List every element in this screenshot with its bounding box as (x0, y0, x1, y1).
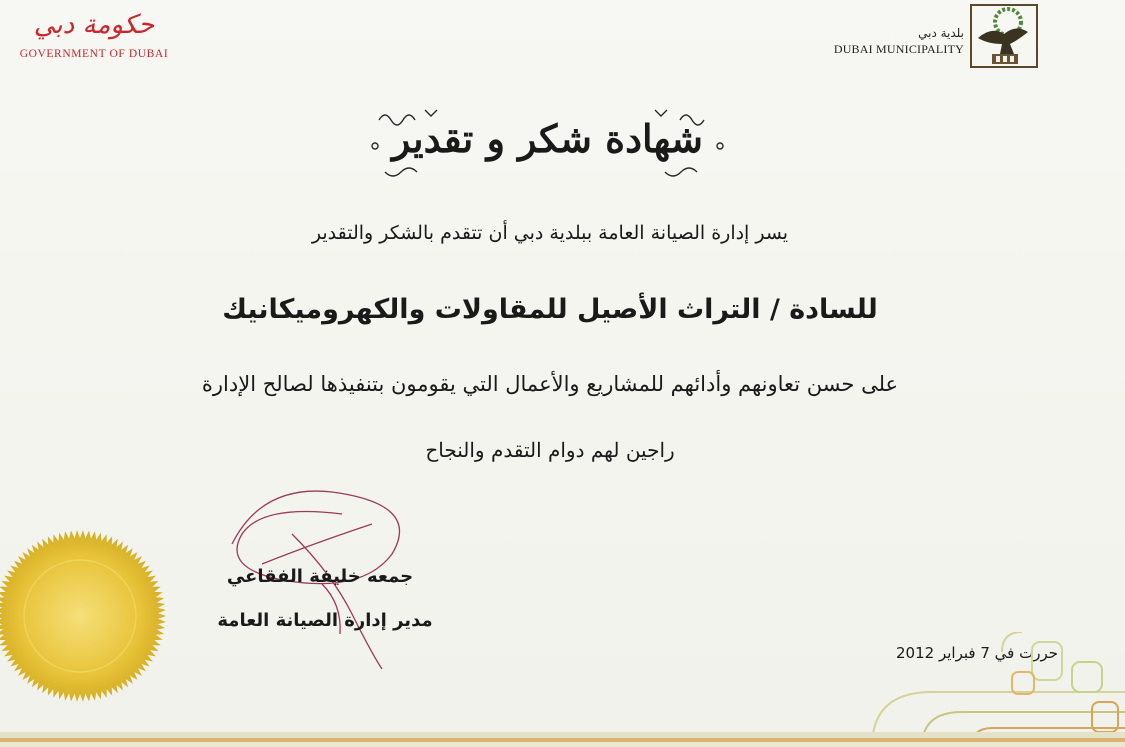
issue-date: حررت في 7 فبراير 2012 (896, 644, 1058, 662)
dm-logo-english: DUBAI MUNICIPALITY (833, 42, 964, 56)
gov-logo-arabic: حكومة دبي (33, 10, 155, 40)
signatory-name: جمعه خليفة الفقاعي (226, 566, 414, 587)
corner-ornament-icon (852, 632, 1125, 747)
dm-logo-text (824, 26, 964, 57)
gov-logo-english: GOVERNMENT OF DUBAI (19, 48, 169, 60)
recipient-name: للسادة / التراث الأصيل للمقاولات والكهروميكانيك (222, 294, 878, 325)
government-of-dubai-logo (14, 8, 174, 70)
signatory-title: مدير إدارة الصيانة العامة (217, 610, 433, 631)
certificate-title-block (365, 100, 730, 184)
certificate-title: شهادة شكر و تقدير (392, 116, 703, 161)
gold-seal-icon (0, 528, 168, 704)
certificate-wishes-line: راجين لهم دوام التقدم والنجاح (425, 438, 675, 462)
dm-falcon-emblem-icon (970, 4, 1038, 68)
dm-logo-arabic: بلدية دبي (918, 26, 964, 40)
certificate-intro-line: يسر إدارة الصيانة العامة ببلدية دبي أن تتقدم بالشكر والتقدير (311, 222, 789, 244)
certificate-reason-line: على حسن تعاونهم وأدائهم للمشاريع والأعمال التي يقومون بتنفيذها لصالح الإدارة (201, 372, 899, 396)
bottom-border-band (0, 732, 1125, 747)
dubai-municipality-logo (824, 4, 1044, 70)
